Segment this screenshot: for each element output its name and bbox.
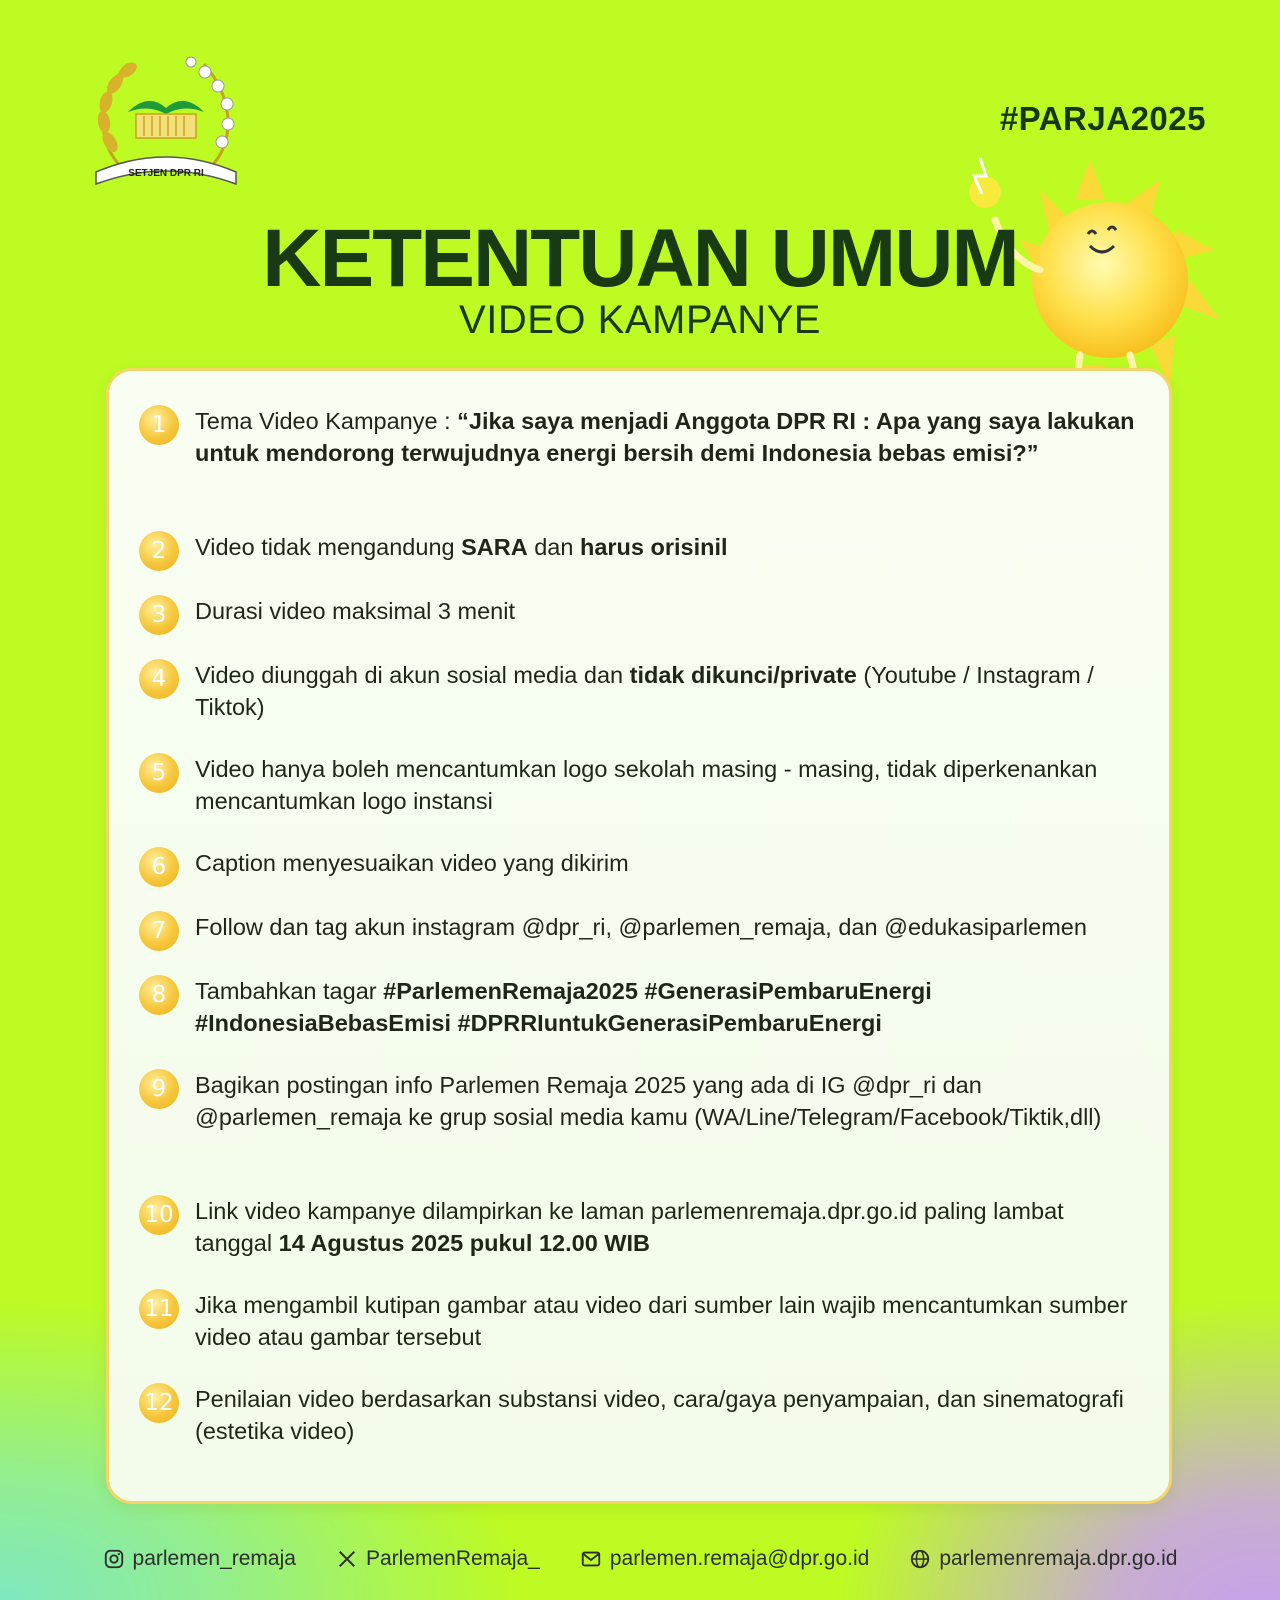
rule-number-badge: 10	[139, 1195, 179, 1235]
rule-number-badge: 11	[139, 1289, 179, 1329]
rule-item	[139, 1195, 1139, 1259]
rule-text: Video diunggah di akun sosial media dan tidak dikunci/private (Youtube / Instagram / Tiktok)	[195, 662, 1094, 720]
footer-email-link[interactable]	[580, 1547, 869, 1571]
rule-text: Tambahkan tagar #ParlemenRemaja2025 #GenerasiPembaruEnergi #IndonesiaBebasEmisi #DPRRIuntukGenerasiPembaruEnergi	[195, 978, 932, 1036]
rule-item	[139, 1069, 1139, 1133]
rule-item	[139, 847, 1139, 879]
rule-number-badge: 3	[139, 595, 179, 635]
x-icon	[336, 1548, 358, 1570]
rule-number-badge: 4	[139, 659, 179, 699]
rule-number-badge: 2	[139, 531, 179, 571]
rule-item	[139, 405, 1139, 469]
rule-item	[139, 753, 1139, 817]
globe-icon	[909, 1548, 931, 1570]
website-url: parlemenremaja.dpr.go.id	[939, 1547, 1178, 1570]
rule-text: Link video kampanye dilampirkan ke laman parlemenremaja.dpr.go.id paling lambat tanggal 14 Agustus 2025 pukul 12.00 WIB	[195, 1198, 1064, 1256]
rule-number-badge: 7	[139, 911, 179, 951]
rule-number-badge: 12	[139, 1383, 179, 1423]
rule-number-badge: 6	[139, 847, 179, 887]
rule-item	[139, 1289, 1139, 1353]
footer-contacts	[0, 1547, 1280, 1571]
campaign-hashtag: #PARJA2025	[999, 100, 1206, 137]
instagram-icon	[103, 1548, 125, 1570]
rule-text: Bagikan postingan info Parlemen Remaja 2025 yang ada di IG @dpr_ri dan @parlemen_remaja ke grup sosial media kamu (WA/Line/Telegram/Facebook/Tiktik,dll)	[195, 1072, 1102, 1130]
footer-instagram-link[interactable]	[103, 1547, 296, 1571]
rule-item	[139, 911, 1139, 943]
rule-text: Video tidak mengandung SARA dan harus orisinil	[195, 534, 728, 560]
rule-number-badge: 5	[139, 753, 179, 793]
x-handle: ParlemenRemaja_	[365, 1547, 540, 1570]
email-icon	[580, 1548, 602, 1570]
rule-number-badge: 1	[139, 405, 179, 445]
rule-number-badge: 9	[139, 1069, 179, 1109]
rule-item	[139, 659, 1139, 723]
rule-item	[139, 595, 1139, 627]
rule-number-badge: 8	[139, 975, 179, 1015]
footer-x-link[interactable]	[336, 1547, 540, 1571]
rule-item	[139, 531, 1139, 563]
rule-item	[139, 1383, 1139, 1447]
page-subtitle: VIDEO KAMPANYE	[459, 298, 821, 342]
logo-text: SETJEN DPR RI	[128, 168, 204, 179]
rule-text: Follow dan tag akun instagram @dpr_ri, @parlemen_remaja, dan @edukasiparlemen	[195, 914, 1087, 940]
rule-text: Durasi video maksimal 3 menit	[195, 598, 515, 624]
rule-text: Caption menyesuaikan video yang dikirim	[195, 850, 629, 876]
rule-text: Video hanya boleh mencantumkan logo sekolah masing - masing, tidak diperkenankan mencantumkan logo instansi	[195, 756, 1098, 814]
rule-text: Tema Video Kampanye : “Jika saya menjadi Anggota DPR RI : Apa yang saya lakukan untuk mendorong terwujudnya energi bersih demi Indonesia bebas emisi?”	[195, 408, 1135, 466]
setjen-dpr-ri-logo	[88, 42, 244, 194]
rules-card	[106, 368, 1172, 1504]
footer-website-link[interactable]	[909, 1547, 1177, 1571]
rule-text: Jika mengambil kutipan gambar atau video dari sumber lain wajib mencantumkan sumber video atau gambar tersebut	[195, 1292, 1128, 1350]
page-title: KETENTUAN UMUM	[262, 213, 1018, 304]
rule-text: Penilaian video berdasarkan substansi video, cara/gaya penyampaian, dan sinematografi (estetika video)	[195, 1386, 1124, 1444]
instagram-handle: parlemen_remaja	[132, 1547, 296, 1570]
rule-item	[139, 975, 1139, 1039]
email-address: parlemen.remaja@dpr.go.id	[609, 1547, 870, 1570]
